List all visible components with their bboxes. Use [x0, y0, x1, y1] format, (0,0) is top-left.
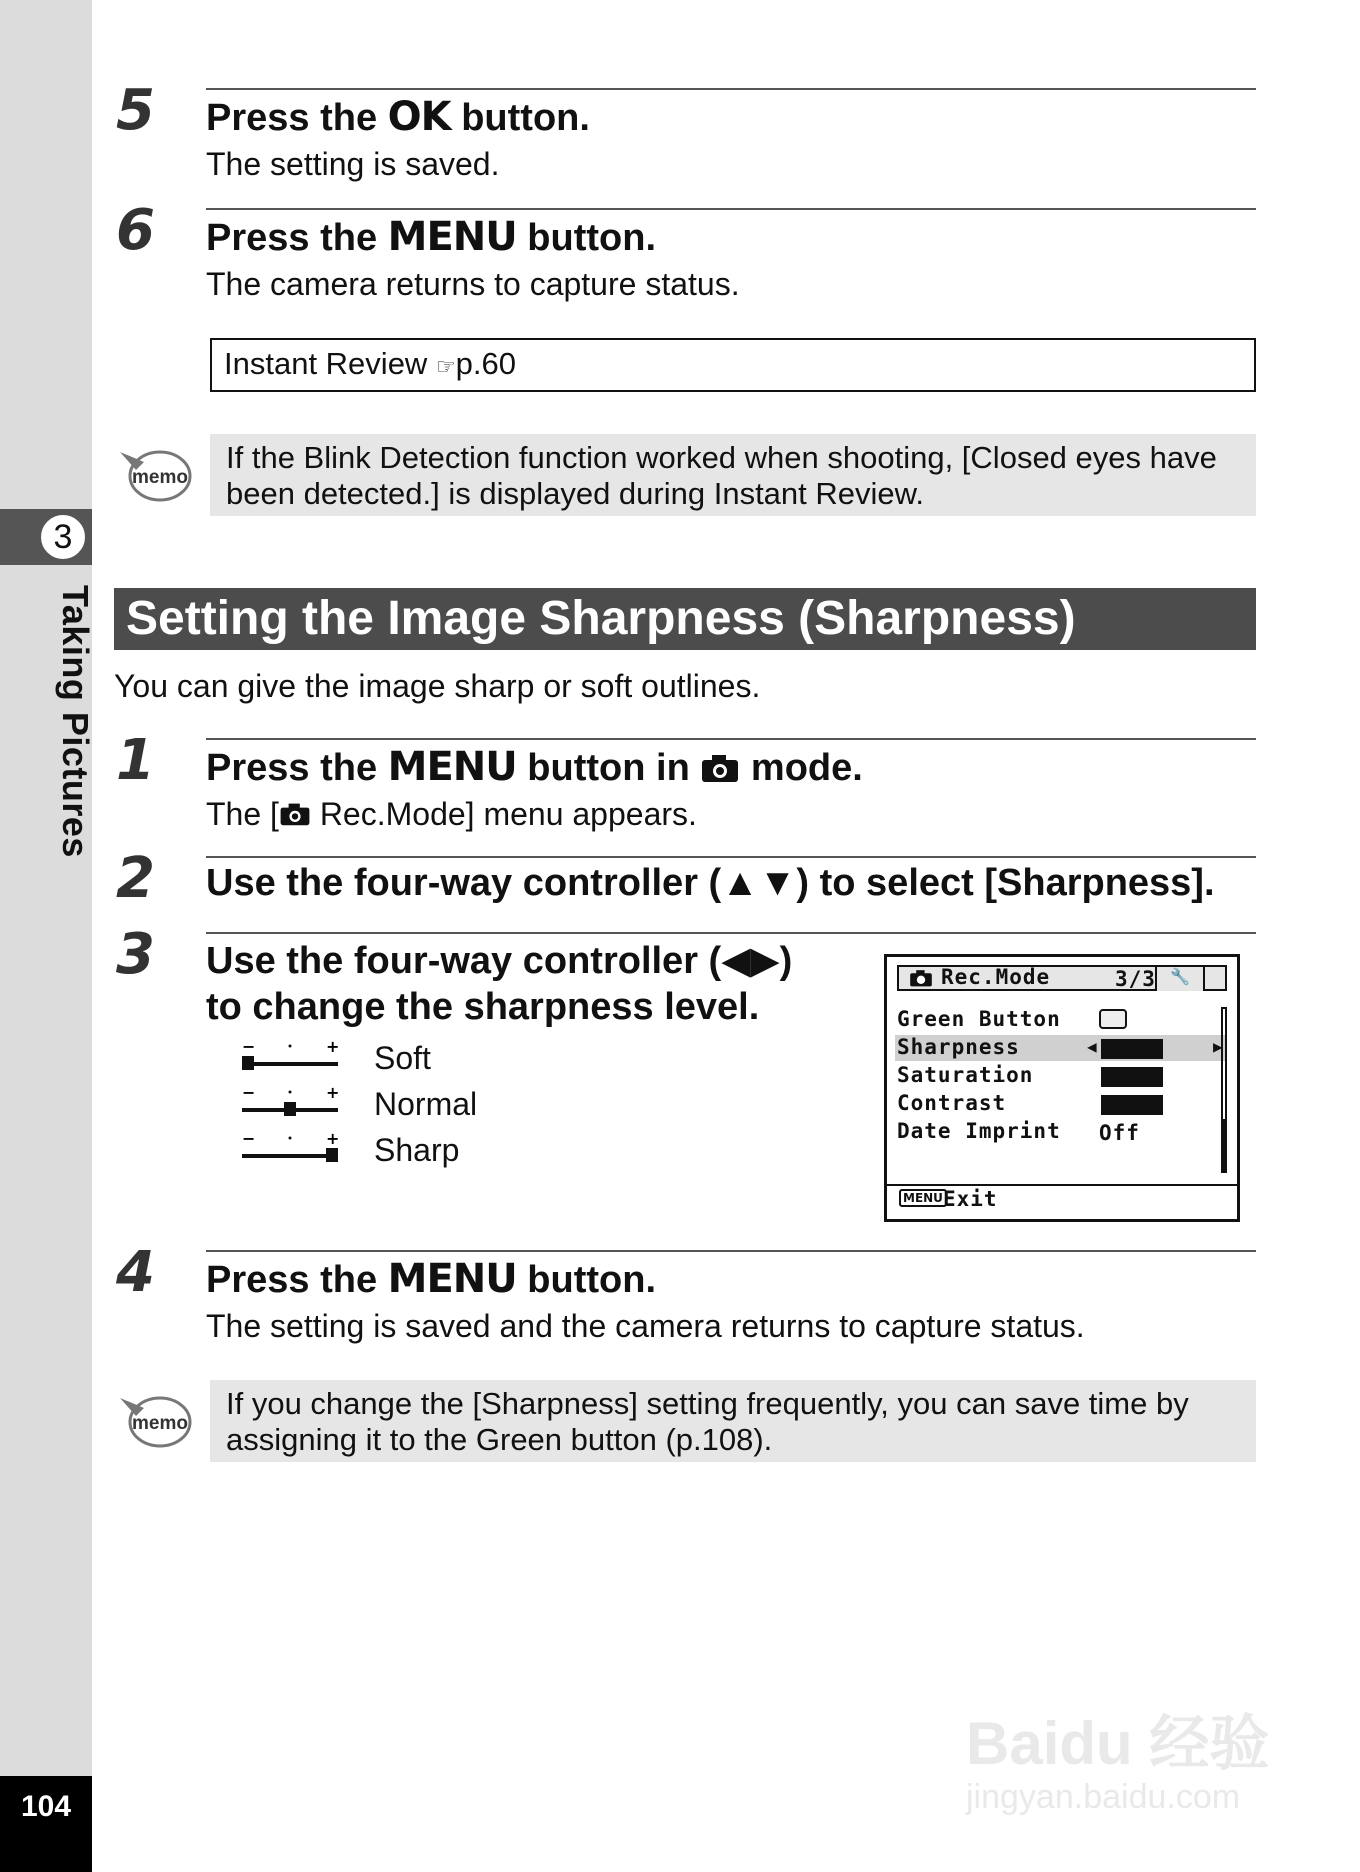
menu-footer-rule: [887, 1184, 1237, 1186]
saturation-slider-icon: [1101, 1067, 1163, 1087]
menu-tab-label[interactable]: Rec.Mode: [941, 965, 1051, 989]
menu-key: MENU: [387, 1256, 517, 1302]
step-title: Use the four-way controller (▲▼) to select [Sharpness].: [206, 862, 1215, 904]
step-title: to change the sharpness level.: [206, 986, 760, 1028]
step-rule: [206, 932, 1256, 934]
level-marker: [284, 1102, 296, 1116]
sharpness-level-icon: [240, 1132, 340, 1173]
memo-icon: [114, 440, 194, 506]
menu-item[interactable]: Saturation: [897, 1063, 1034, 1087]
step-number: 3: [116, 922, 155, 987]
step-number: 1: [116, 728, 155, 793]
menu-item[interactable]: Contrast: [897, 1091, 1007, 1115]
sharpness-level-icon: [240, 1040, 340, 1081]
sharpness-level-label: Normal: [374, 1086, 478, 1122]
level-marker: [242, 1056, 254, 1070]
step-title: Press the MENU button.: [206, 214, 657, 260]
ok-key: OK: [387, 94, 451, 140]
memo-icon: [114, 1386, 194, 1452]
contrast-slider-icon: [1101, 1095, 1163, 1115]
step-body: The setting is saved and the camera returns to capture status.: [206, 1308, 1085, 1344]
step-number: 2: [116, 846, 155, 911]
menu-item-value: Off: [1099, 1121, 1140, 1145]
step-title: Press the OK button.: [206, 94, 590, 140]
menu-item[interactable]: Green Button: [897, 1007, 1061, 1031]
svg-text:−: −: [242, 1086, 256, 1102]
step-number: 6: [116, 198, 155, 263]
watermark-url: jingyan.baidu.com: [966, 1778, 1241, 1816]
svg-text:memo: memo: [132, 1413, 188, 1434]
camera-menu-screen: [884, 954, 1240, 1222]
menu-item[interactable]: Sharpness: [897, 1035, 1020, 1059]
step-number: 5: [116, 78, 155, 143]
step-body: The camera returns to capture status.: [206, 266, 740, 302]
memo-note: If the Blink Detection function worked when shooting, [Closed eyes have been detected.] is displayed during Instant Review.: [210, 434, 1256, 516]
step-rule: [206, 856, 1256, 858]
step-title: Press the MENU button.: [206, 1256, 657, 1302]
step-title: Press the MENU button in mode.: [206, 744, 863, 790]
step-rule: [206, 88, 1256, 90]
section-intro: You can give the image sharp or soft outlines.: [114, 668, 761, 704]
sharpness-level-label: Sharp: [374, 1132, 460, 1168]
camera-icon: [700, 747, 740, 789]
sharpness-slider-icon: [1101, 1039, 1163, 1059]
step-rule: [206, 208, 1256, 210]
menu-item[interactable]: Date Imprint: [897, 1119, 1061, 1143]
step-number: 4: [116, 1240, 155, 1305]
level-marker: [326, 1148, 338, 1162]
side-margin-bar: [0, 0, 92, 1872]
menu-key: MENU: [387, 214, 517, 260]
step-body: The setting is saved.: [206, 146, 500, 182]
sharpness-level-icon: [240, 1086, 340, 1127]
svg-text:+: +: [326, 1086, 340, 1102]
step-rule: [206, 738, 1256, 740]
camera-icon: [279, 796, 311, 832]
svg-text:+: +: [326, 1132, 340, 1148]
watermark-logo: Baidu 经验: [966, 1710, 1270, 1777]
svg-text:−: −: [242, 1040, 256, 1056]
reference-box: Instant Review ☞p.60: [210, 338, 1256, 392]
svg-text:−: −: [242, 1132, 256, 1148]
wrench-icon: 🔧: [1170, 967, 1190, 986]
menu-scrollbar[interactable]: [1221, 1007, 1227, 1173]
reference-hand-icon: ☞: [435, 354, 456, 379]
page-number: 104: [20, 1790, 72, 1823]
reference-link[interactable]: p.60: [455, 346, 517, 381]
menu-page-indicator: 3/3: [1115, 967, 1156, 991]
step-title: Use the four-way controller (◀▶): [206, 940, 793, 982]
svg-text:memo: memo: [132, 467, 188, 488]
arrow-right-icon[interactable]: ▶: [1213, 1037, 1223, 1056]
menu-key-badge: MENU: [899, 1189, 947, 1207]
svg-text:+: +: [326, 1040, 340, 1056]
step-rule: [206, 1250, 1256, 1252]
exit-label[interactable]: Exit: [943, 1187, 998, 1211]
setup-tab[interactable]: [1155, 965, 1205, 991]
chapter-number: 3: [38, 512, 88, 562]
green-button-icon: [1099, 1009, 1127, 1029]
step-body: The [ Rec.Mode] menu appears.: [206, 796, 697, 832]
section-heading: Setting the Image Sharpness (Sharpness): [114, 588, 1256, 650]
sharpness-level-label: Soft: [374, 1040, 431, 1076]
chapter-title: Taking Pictures: [55, 585, 96, 858]
rec-mode-camera-icon: [909, 969, 933, 991]
memo-note: If you change the [Sharpness] setting frequently, you can save time by assigning it to the Green button (p.108).: [210, 1380, 1256, 1462]
arrow-left-icon[interactable]: ◀: [1087, 1037, 1097, 1056]
menu-key: MENU: [387, 744, 517, 790]
